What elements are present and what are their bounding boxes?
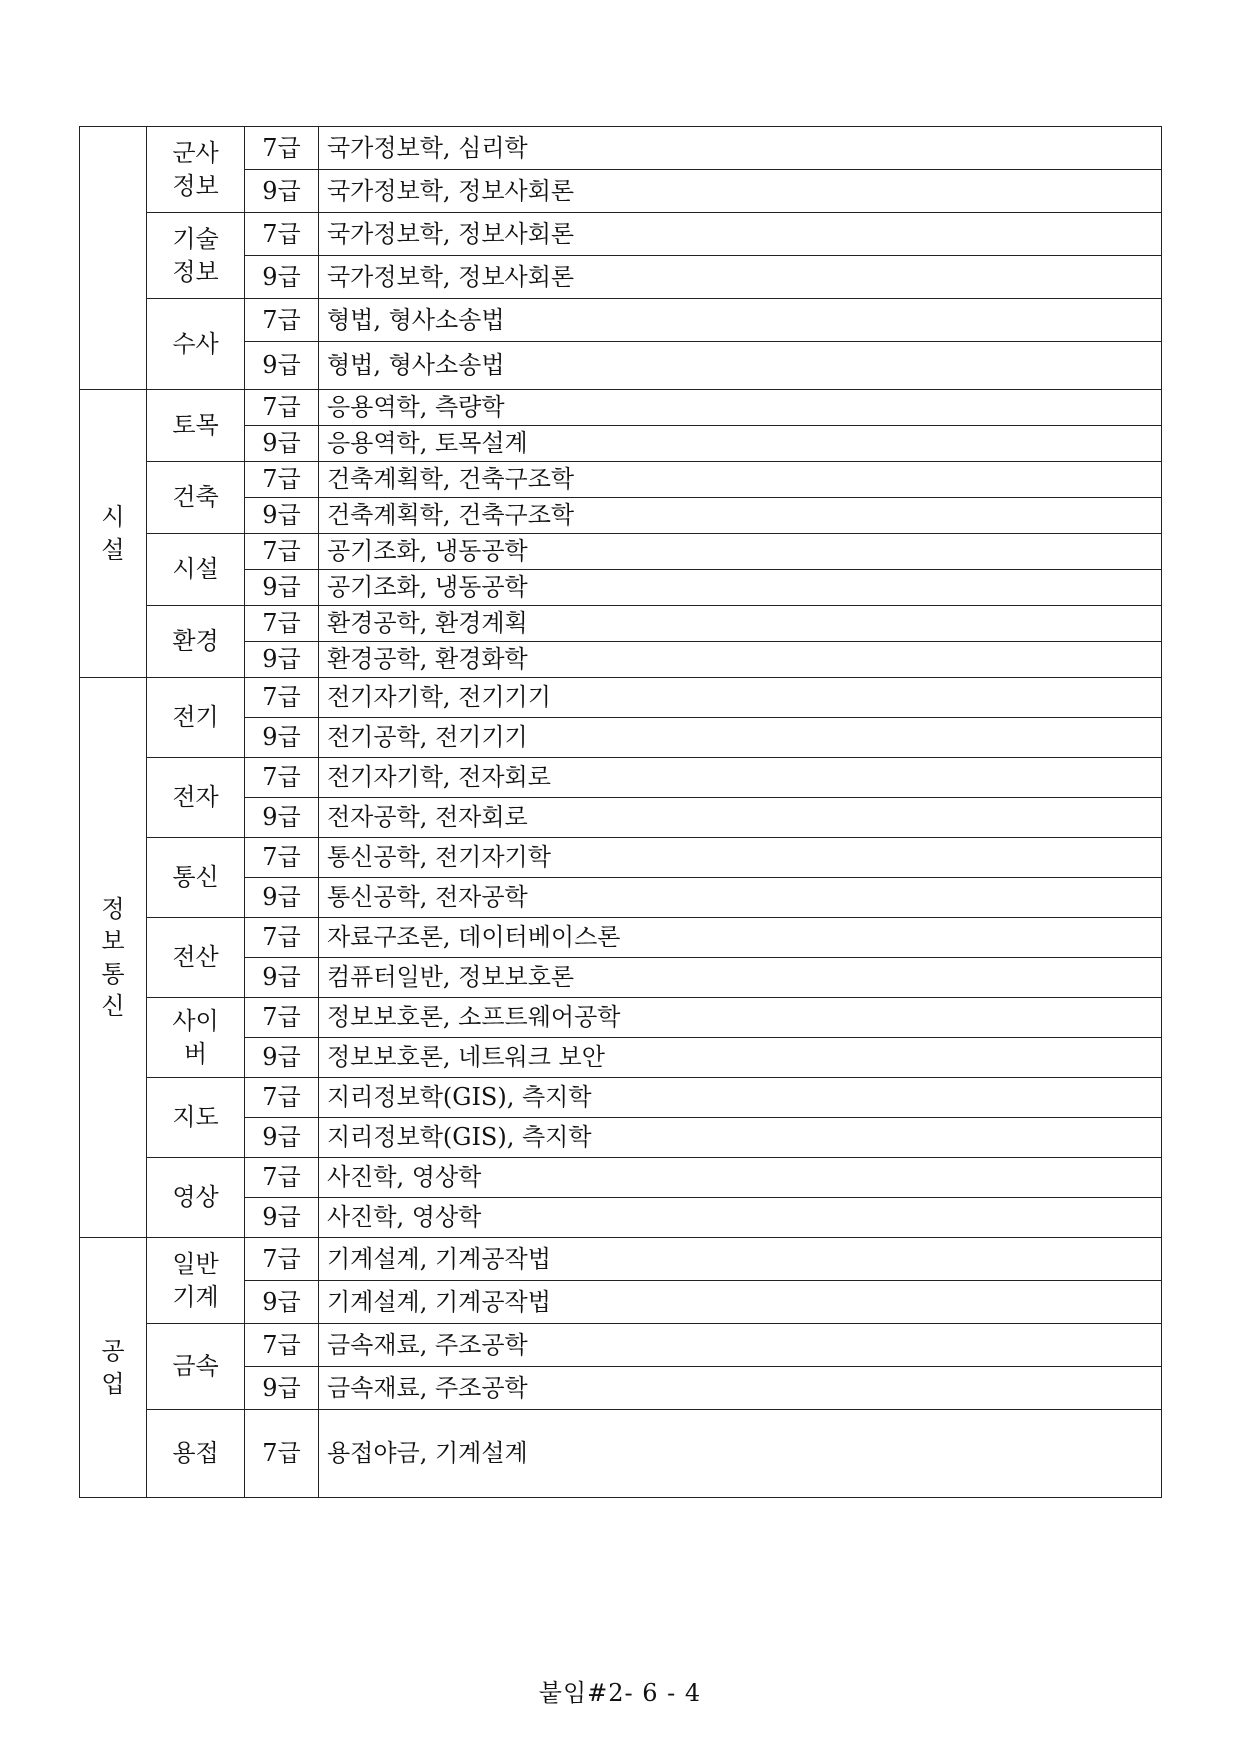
grade-cell: 7급	[245, 462, 319, 498]
grade-cell: 9급	[245, 256, 319, 299]
series-cell	[147, 534, 245, 606]
table-row	[80, 1078, 1162, 1118]
series-cell	[147, 838, 245, 918]
grade-cell: 9급	[245, 1281, 319, 1324]
grade-cell: 9급	[245, 1038, 319, 1078]
subjects-cell: 형법, 형사소송법	[319, 299, 1162, 342]
field-label: 공업	[101, 1337, 125, 1398]
subjects-cell: 정보보호론, 소프트웨어공학	[319, 998, 1162, 1038]
table-row	[80, 127, 1162, 170]
subjects-cell: 응용역학, 측량학	[319, 390, 1162, 426]
grade-cell: 9급	[245, 798, 319, 838]
series-label: 사이버	[172, 1007, 219, 1068]
subjects-cell: 통신공학, 전기자기학	[319, 838, 1162, 878]
series-label: 기술정보	[172, 225, 219, 286]
subjects-cell: 국가정보학, 심리학	[319, 127, 1162, 170]
series-cell	[147, 1158, 245, 1238]
subjects-cell: 기계설계, 기계공작법	[319, 1281, 1162, 1324]
series-cell	[147, 606, 245, 678]
field-cell	[80, 1238, 147, 1498]
series-cell	[147, 1324, 245, 1410]
grade-cell: 9급	[245, 498, 319, 534]
series-cell	[147, 1410, 245, 1498]
series-label: 전기	[172, 703, 219, 732]
series-cell	[147, 678, 245, 758]
subjects-cell: 형법, 형사소송법	[319, 342, 1162, 390]
series-label: 영상	[172, 1183, 219, 1212]
grade-cell: 9급	[245, 170, 319, 213]
grade-cell: 7급	[245, 1158, 319, 1198]
subjects-cell: 지리정보학(GIS), 측지학	[319, 1118, 1162, 1158]
page-footer: 붙임#2- 6 - 4	[538, 1679, 702, 1707]
subjects-cell: 전기자기학, 전자회로	[319, 758, 1162, 798]
series-label: 토목	[172, 411, 219, 440]
field-cell	[80, 390, 147, 678]
table-row	[80, 213, 1162, 256]
table-row	[80, 606, 1162, 642]
field-cell	[80, 127, 147, 390]
series-cell	[147, 213, 245, 299]
grade-cell: 7급	[245, 1324, 319, 1367]
subjects-cell: 공기조화, 냉동공학	[319, 570, 1162, 606]
subjects-cell: 국가정보학, 정보사회론	[319, 213, 1162, 256]
subjects-cell: 정보보호론, 네트워크 보안	[319, 1038, 1162, 1078]
grade-cell: 7급	[245, 606, 319, 642]
table-row	[80, 390, 1162, 426]
grade-cell: 7급	[245, 1238, 319, 1281]
grade-cell: 7급	[245, 918, 319, 958]
grade-cell: 9급	[245, 426, 319, 462]
subjects-cell: 전자공학, 전자회로	[319, 798, 1162, 838]
grade-cell: 9급	[245, 642, 319, 678]
series-cell	[147, 299, 245, 390]
table-row	[80, 918, 1162, 958]
series-label: 군사정보	[172, 139, 219, 200]
subjects-cell: 컴퓨터일반, 정보보호론	[319, 958, 1162, 998]
field-cell	[80, 678, 147, 1238]
grade-cell: 7급	[245, 127, 319, 170]
subjects-cell: 기계설계, 기계공작법	[319, 1238, 1162, 1281]
series-cell	[147, 758, 245, 838]
subjects-cell: 사진학, 영상학	[319, 1158, 1162, 1198]
subjects-cell: 환경공학, 환경화학	[319, 642, 1162, 678]
table-row	[80, 1238, 1162, 1281]
table-row	[80, 1158, 1162, 1198]
table-row	[80, 838, 1162, 878]
grade-cell: 9급	[245, 1198, 319, 1238]
grade-cell: 9급	[245, 958, 319, 998]
grade-cell: 7급	[245, 998, 319, 1038]
grade-cell: 9급	[245, 1118, 319, 1158]
subjects-table	[79, 126, 1162, 1498]
subjects-cell: 전기공학, 전기기기	[319, 718, 1162, 758]
series-cell	[147, 1078, 245, 1158]
subjects-cell: 국가정보학, 정보사회론	[319, 256, 1162, 299]
subjects-cell: 용접야금, 기계설계	[319, 1410, 1162, 1498]
subjects-cell: 금속재료, 주조공학	[319, 1367, 1162, 1410]
series-label: 지도	[172, 1103, 219, 1132]
table-row	[80, 1324, 1162, 1367]
grade-cell: 7급	[245, 678, 319, 718]
subjects-cell: 전기자기학, 전기기기	[319, 678, 1162, 718]
table-row	[80, 998, 1162, 1038]
series-label: 수사	[172, 329, 219, 358]
series-label: 용접	[172, 1439, 219, 1468]
subjects-cell: 건축계획학, 건축구조학	[319, 462, 1162, 498]
series-cell	[147, 1238, 245, 1324]
grade-cell: 9급	[245, 570, 319, 606]
series-label: 시설	[172, 555, 219, 584]
subjects-cell: 국가정보학, 정보사회론	[319, 170, 1162, 213]
grade-cell: 7급	[245, 1078, 319, 1118]
subjects-cell: 응용역학, 토목설계	[319, 426, 1162, 462]
series-label: 일반기계	[172, 1250, 219, 1311]
field-label: 시설	[101, 503, 125, 564]
series-label: 금속	[172, 1352, 219, 1381]
subjects-cell: 사진학, 영상학	[319, 1198, 1162, 1238]
table-row	[80, 462, 1162, 498]
subjects-cell: 지리정보학(GIS), 측지학	[319, 1078, 1162, 1118]
grade-cell: 7급	[245, 838, 319, 878]
series-cell	[147, 918, 245, 998]
grade-cell: 9급	[245, 878, 319, 918]
table-row	[80, 534, 1162, 570]
grade-cell: 9급	[245, 1367, 319, 1410]
subjects-cell: 금속재료, 주조공학	[319, 1324, 1162, 1367]
grade-cell: 7급	[245, 299, 319, 342]
series-label: 건축	[172, 483, 219, 512]
series-label: 환경	[172, 627, 219, 656]
grade-cell: 7급	[245, 390, 319, 426]
series-label: 전자	[172, 783, 219, 812]
series-cell	[147, 127, 245, 213]
table-row	[80, 758, 1162, 798]
series-label: 통신	[172, 863, 219, 892]
table-row	[80, 678, 1162, 718]
grade-cell: 7급	[245, 534, 319, 570]
grade-cell: 9급	[245, 342, 319, 390]
subjects-cell: 건축계획학, 건축구조학	[319, 498, 1162, 534]
grade-cell: 9급	[245, 718, 319, 758]
grade-cell: 7급	[245, 213, 319, 256]
table-row	[80, 299, 1162, 342]
series-cell	[147, 462, 245, 534]
series-cell	[147, 998, 245, 1078]
series-label: 전산	[172, 943, 219, 972]
grade-cell: 7급	[245, 1410, 319, 1498]
subjects-cell: 통신공학, 전자공학	[319, 878, 1162, 918]
subjects-cell: 환경공학, 환경계획	[319, 606, 1162, 642]
subjects-cell: 자료구조론, 데이터베이스론	[319, 918, 1162, 958]
field-label: 정보통신	[101, 894, 125, 1020]
series-cell	[147, 390, 245, 462]
subjects-cell: 공기조화, 냉동공학	[319, 534, 1162, 570]
table-row	[80, 1410, 1162, 1498]
grade-cell: 7급	[245, 758, 319, 798]
